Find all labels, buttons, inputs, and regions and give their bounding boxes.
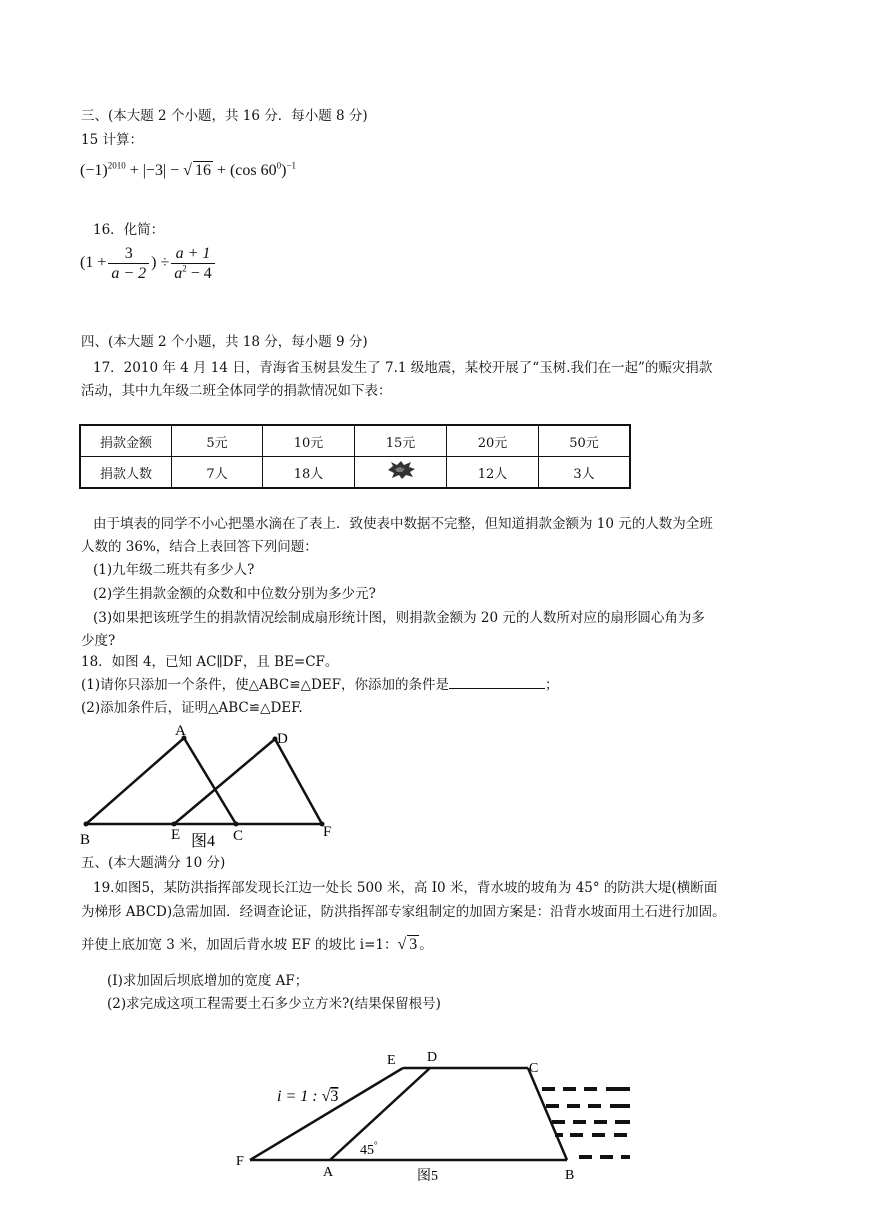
fig5-slope-label: i = 1 : √3 bbox=[277, 1088, 339, 1105]
fig4-caption: 图4 bbox=[191, 833, 216, 850]
table-cell: 50元 bbox=[539, 425, 631, 457]
q16-divide: ) ÷ bbox=[151, 254, 170, 272]
q15-exp1: 2010 bbox=[107, 160, 126, 171]
q19-sub1: (I)求加固后坝底增加的宽度 AF； bbox=[107, 973, 309, 989]
ink-blot-cell bbox=[355, 457, 447, 489]
donation-table bbox=[79, 424, 631, 489]
q17-sub1: (1)九年级二班共有多少人? bbox=[93, 562, 255, 578]
q19-sub2: (2)求完成这项工程需要土石多少立方米?(结果保留根号) bbox=[107, 996, 441, 1012]
q18-line1: 18．如图 4，已知 AC∥DF，且 BE=CF。 bbox=[81, 654, 339, 670]
fig4-label-E: E bbox=[171, 827, 181, 843]
q16-expression bbox=[80, 244, 217, 283]
q17-line1: 17．2010 年 4 月 14 日，青海省玉树县发生了 7.1 级地震，某校开展了“玉树.我们在一起”的赈灾捐款 bbox=[93, 360, 713, 376]
q15-term3: + (cos 60 bbox=[212, 162, 277, 179]
fig4-label-D: D bbox=[277, 731, 288, 747]
q15-term2: + |−3| − bbox=[125, 162, 180, 179]
fig5-label-C: C bbox=[529, 1061, 539, 1076]
table-cell: 10元 bbox=[263, 425, 355, 457]
table-cell: 3人 bbox=[539, 457, 631, 489]
q19-line3: 并使上底加宽 3 米，加固后背水坡 EF 的坡比 i=1：√ 3 。 bbox=[81, 936, 433, 953]
fig5-label-D: D bbox=[427, 1050, 438, 1065]
q15-expression: $(-1)^{2010} + |-3|$ − √ 16 + (cos $60^0)^{-1}$ bbox=[80, 160, 297, 179]
fig5-caption: 图5 bbox=[417, 1169, 438, 1184]
fig4-label-F: F bbox=[323, 824, 332, 840]
figure-4 bbox=[70, 718, 340, 850]
fig4-label-C: C bbox=[233, 828, 244, 844]
q16-fraction-2: $\frac{a + 1}{a^2 - 4}$ bbox=[171, 244, 215, 283]
q16-label: 16．化简： bbox=[93, 222, 165, 238]
table-cell: 捐款金额 bbox=[80, 425, 172, 457]
fig5-label-B: B bbox=[565, 1168, 575, 1183]
table-cell: 20元 bbox=[447, 425, 539, 457]
q16-fraction-1: $\frac{3}{a - 2}$ bbox=[108, 244, 149, 283]
table-cell: 12人 bbox=[447, 457, 539, 489]
answer-blank[interactable] bbox=[449, 676, 545, 689]
section-3-header: 三、(本大题 2 个小题，共 16 分．每小题 8 分) bbox=[81, 108, 368, 124]
q17-sub2: (2)学生捐款金额的众数和中位数分别为多少元? bbox=[93, 586, 376, 602]
q18-line2: (1)请你只添加一个条件，使△ABC≌△DEF，你添加的条件是 ； bbox=[81, 677, 559, 693]
section-5-header: 五、(本大题满分 10 分) bbox=[81, 855, 226, 871]
fig5-label-E: E bbox=[387, 1053, 396, 1068]
q17-sub3b: 少度? bbox=[81, 633, 116, 649]
q17-sub3a: (3)如果把该班学生的捐款情况绘制成扇形统计图，则捐款金额为 20 元的人数所对应的扇形圆心角为多 bbox=[93, 610, 705, 626]
fig5-label-F: F bbox=[236, 1154, 244, 1169]
table-cell: 15元 bbox=[355, 425, 447, 457]
q19-line2: 为梯形 ABCD)急需加固．经调查论证，防洪指挥部专家组制定的加固方案是：沿背水坡面用土石进行加固。 bbox=[81, 904, 726, 920]
fig5-label-A: A bbox=[323, 1165, 334, 1180]
section-4-header: 四、(本大题 2 个小题，共 18 分，每小题 9 分) bbox=[81, 334, 368, 350]
q18-line3: (2)添加条件后，证明△ABC≌△DEF. bbox=[81, 700, 303, 716]
q19-line1: 19.如图5，某防洪指挥部发现长江边一处长 500 米，高 I0 米，背水坡的坡角为 45° 的防洪大堤(横断面 bbox=[93, 880, 718, 896]
q17-line2: 活动，其中九年级二班全体同学的捐款情况如下表： bbox=[81, 383, 392, 399]
fig4-label-B: B bbox=[80, 832, 91, 848]
table-cell: 7人 bbox=[172, 457, 263, 489]
q15-exp2: 0 bbox=[276, 160, 282, 171]
fig4-label-A: A bbox=[175, 723, 186, 739]
fig5-angle-label: 45° bbox=[360, 1140, 378, 1158]
q15-radicand: 16 bbox=[194, 162, 211, 179]
q15-term1: (−1) bbox=[80, 162, 108, 179]
table-cell: 捐款人数 bbox=[80, 457, 172, 489]
q19-radicand: 3 bbox=[409, 936, 418, 953]
table-row bbox=[80, 425, 630, 457]
figure-5 bbox=[230, 1045, 640, 1185]
q16-open: (1 + bbox=[80, 254, 107, 272]
ink-blot-icon bbox=[386, 460, 416, 480]
table-cell: 5元 bbox=[172, 425, 263, 457]
q15-term4: ) bbox=[281, 162, 287, 179]
q17-line4: 人数的 36%，结合上表回答下列问题： bbox=[81, 539, 318, 555]
table-row bbox=[80, 457, 630, 489]
q17-line3: 由于填表的同学不小心把墨水滴在了表上．致使表中数据不完整，但知道捐款金额为 10 元的人数为全班 bbox=[93, 516, 713, 532]
q15-label: 15 计算： bbox=[81, 132, 143, 148]
water-lines bbox=[542, 1089, 630, 1157]
table-cell: 18人 bbox=[263, 457, 355, 489]
q15-exp3: −1 bbox=[286, 160, 297, 171]
